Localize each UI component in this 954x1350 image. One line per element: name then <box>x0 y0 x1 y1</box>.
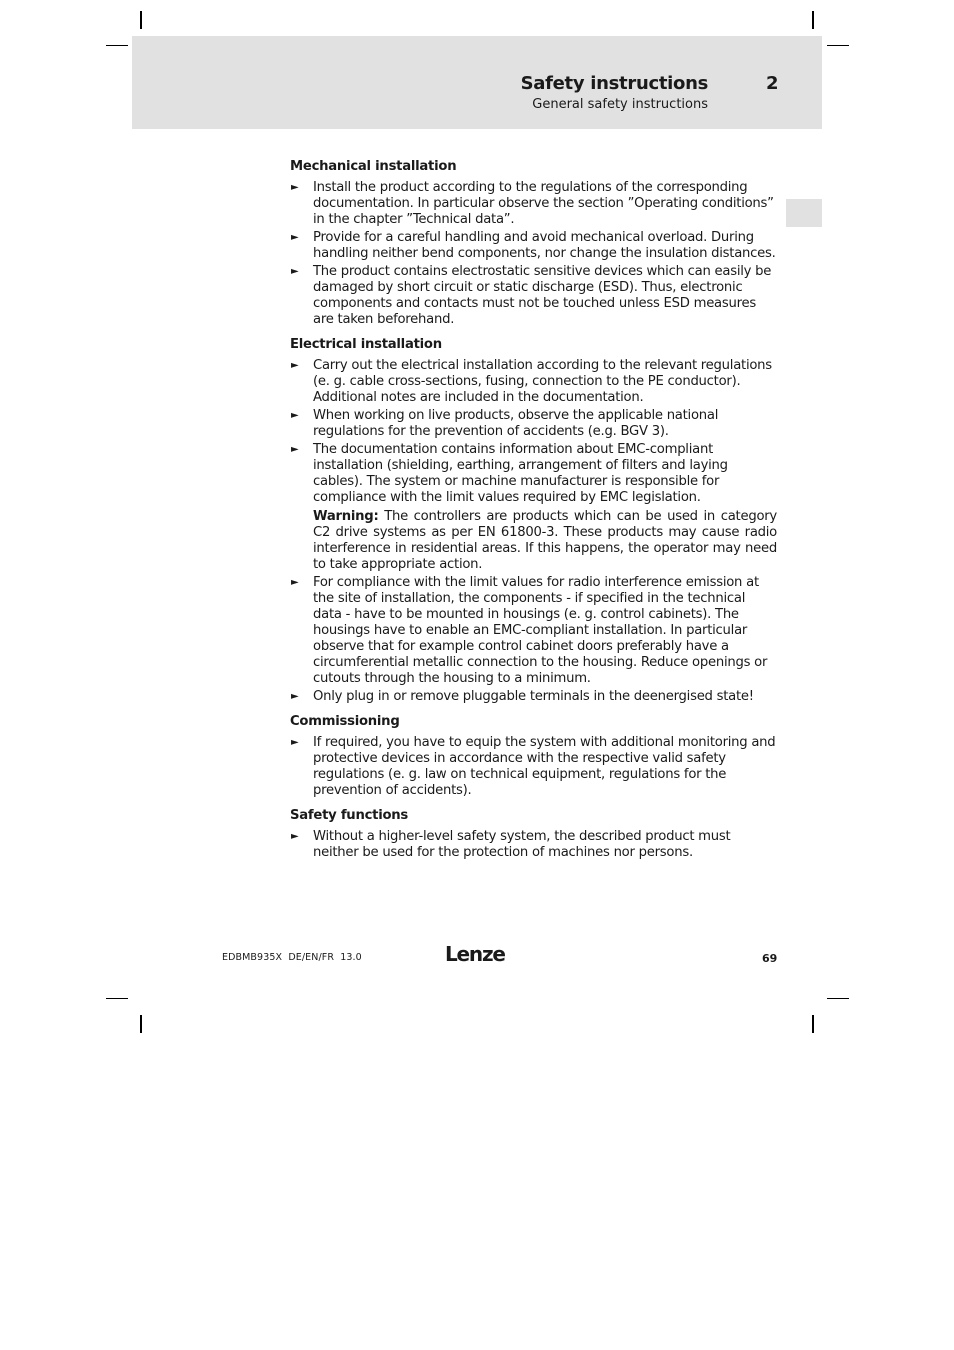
arrow-bullet-icon: ► <box>291 232 299 243</box>
document-id: EDBMB935X DE/EN/FR 13.0 <box>222 952 362 963</box>
crop-mark <box>827 998 849 999</box>
crop-mark <box>812 11 814 29</box>
list-item <box>290 689 777 705</box>
section-heading: Mechanical installation <box>290 159 457 174</box>
crop-mark <box>106 45 128 46</box>
arrow-bullet-icon: ► <box>291 444 299 455</box>
bullet-list <box>290 735 777 799</box>
lenze-logo: Lenze <box>445 942 505 966</box>
section-mechanical-installation <box>290 158 777 328</box>
header-band <box>132 36 822 129</box>
arrow-bullet-icon: ► <box>291 360 299 371</box>
list-item-text: Without a higher-level safety system, the described product must neither be used for the protection of machines nor persons. <box>313 829 731 860</box>
list-item-text: When working on live products, observe the applicable national regulations for the prevention of accidents (e.g. BGV 3). <box>313 408 719 439</box>
chapter-tab-marker <box>786 199 822 227</box>
list-item <box>290 264 777 328</box>
list-item <box>290 442 777 573</box>
arrow-bullet-icon: ► <box>291 737 299 748</box>
warning-note <box>313 509 777 573</box>
bullet-list <box>290 358 777 705</box>
section-heading: Safety functions <box>290 808 409 823</box>
section-commissioning <box>290 713 777 799</box>
warning-label: Warning: <box>313 509 379 524</box>
crop-mark <box>827 45 849 46</box>
section-heading: Electrical installation <box>290 337 442 352</box>
list-item-text: Carry out the electrical installation according to the relevant regulations (e. g. cable cross-sections, fusing, connection to the PE conductor). Additional notes are included in the documentation. <box>313 358 772 405</box>
crop-mark <box>140 1015 142 1033</box>
list-item <box>290 408 777 440</box>
section-electrical-installation <box>290 336 777 705</box>
crop-mark <box>140 11 142 29</box>
page-number: 69 <box>762 952 778 965</box>
arrow-bullet-icon: ► <box>291 266 299 277</box>
list-item <box>290 575 777 687</box>
crop-mark <box>812 1015 814 1033</box>
list-item <box>290 735 777 799</box>
section-heading: Commissioning <box>290 714 400 729</box>
arrow-bullet-icon: ► <box>291 182 299 193</box>
crop-mark <box>106 998 128 999</box>
bullet-list <box>290 180 777 328</box>
list-item <box>290 180 777 228</box>
list-item <box>290 230 777 262</box>
warning-text: The controllers are products which can be used in category C2 drive systems as per EN 61800-3. These products may cause radio interference in residential areas. If this happens, the operator may need to take appropriate action. <box>313 509 777 572</box>
list-item-text: Install the product according to the regulations of the corresponding documentation. In particular observe the section ”Operating conditions” in the chapter ”Technical data”. <box>313 180 774 227</box>
list-item-text: Provide for a careful handling and avoid mechanical overload. During handling neither bend components, nor change the insulation distances. <box>313 230 776 261</box>
arrow-bullet-icon: ► <box>291 410 299 421</box>
list-item-text: If required, you have to equip the system with additional monitoring and protective devices in accordance with the respective valid safety regulations (e. g. law on technical equipment, regulations for the prevention of accidents). <box>313 735 776 798</box>
arrow-bullet-icon: ► <box>291 577 299 588</box>
list-item-text: Only plug in or remove pluggable terminals in the deenergised state! <box>313 689 754 704</box>
page-subtitle: General safety instructions <box>532 97 708 112</box>
bullet-list <box>290 829 777 861</box>
list-item-text: For compliance with the limit values for radio interference emission at the site of installation, the components - if specified in the technical data - have to be mounted in housings (e. g. control cabinets). The housings have to enable an EMC-compliant installation. In particular observe that for example control cabinet doors preferably have a circumferential metallic connection to the housing. Reduce openings or cutouts through the housing to a minimum. <box>313 575 768 686</box>
page-title: Safety instructions <box>520 73 708 94</box>
arrow-bullet-icon: ► <box>291 831 299 842</box>
section-safety-functions <box>290 807 777 861</box>
chapter-number: 2 <box>766 73 779 94</box>
list-item <box>290 829 777 861</box>
main-content <box>290 158 777 863</box>
arrow-bullet-icon: ► <box>291 691 299 702</box>
list-item-text: The documentation contains information about EMC-compliant installation (shielding, earthing, arrangement of filters and laying cables). The system or machine manufacturer is responsible for compliance with the limit values required by EMC legislation. <box>313 442 728 505</box>
list-item-text: The product contains electrostatic sensitive devices which can easily be damaged by short circuit or static discharge (ESD). Thus, electronic components and contacts must not be touched unless ESD measures are taken beforehand. <box>313 264 772 327</box>
list-item <box>290 358 777 406</box>
